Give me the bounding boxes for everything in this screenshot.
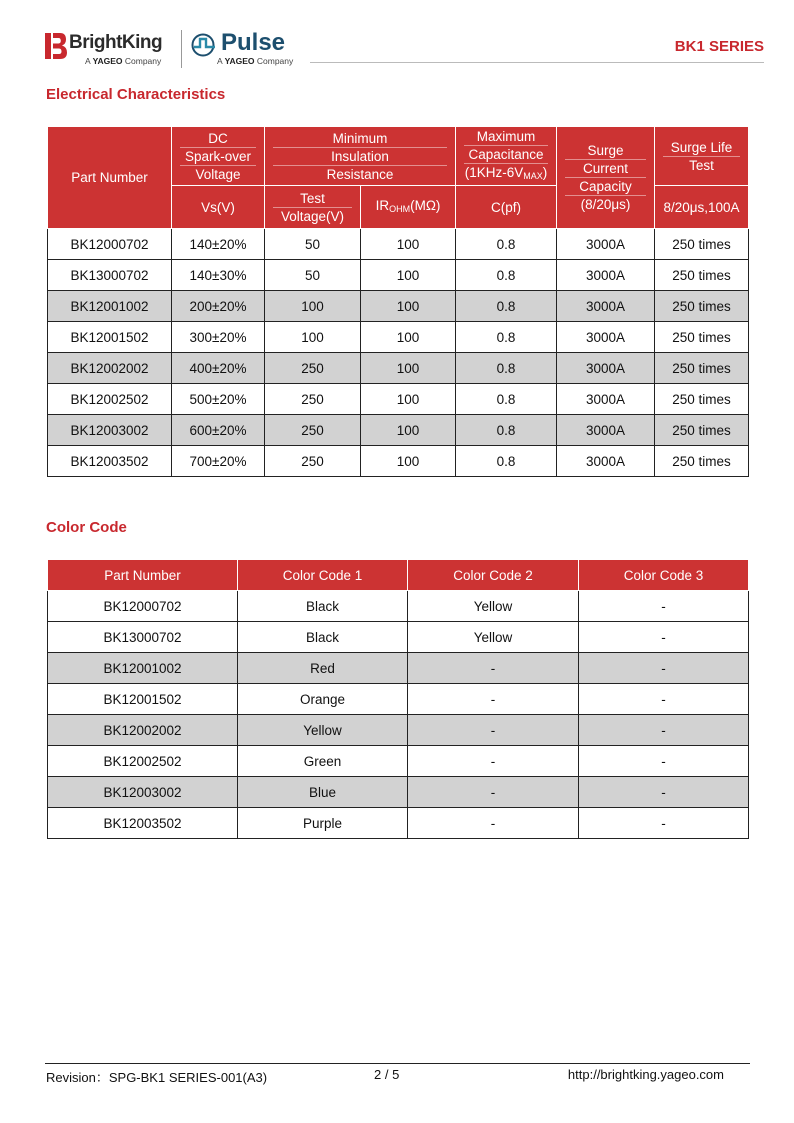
- part-number-cell: BK12001502: [48, 322, 172, 353]
- header-capacitance-pf: C(pf): [456, 186, 557, 229]
- header-test-voltage: Test Voltage(V): [265, 186, 361, 229]
- header-part-number: Part Number: [48, 560, 238, 591]
- test-voltage-cell: 100: [265, 322, 361, 353]
- ir-cell: 100: [361, 229, 456, 260]
- vs-cell: 140±20%: [172, 229, 265, 260]
- vs-cell: 700±20%: [172, 446, 265, 477]
- table-row: [48, 384, 749, 415]
- color-code-1-cell: Green: [238, 746, 408, 777]
- life-cell: 250 times: [655, 415, 749, 446]
- color-code-2-cell: -: [408, 715, 579, 746]
- part-number-cell: BK12003502: [48, 446, 172, 477]
- logo-divider: [181, 30, 182, 68]
- vs-cell: 500±20%: [172, 384, 265, 415]
- color-code-2-cell: Yellow: [408, 591, 579, 622]
- color-code-2-cell: -: [408, 684, 579, 715]
- table-row: [48, 446, 749, 477]
- part-number-cell: BK13000702: [48, 260, 172, 291]
- ir-cell: 100: [361, 384, 456, 415]
- part-number-cell: BK13000702: [48, 622, 238, 653]
- color-code-3-cell: -: [579, 777, 749, 808]
- page-header: [45, 28, 764, 70]
- ir-cell: 100: [361, 415, 456, 446]
- surge-cell: 3000A: [557, 415, 655, 446]
- surge-cell: 3000A: [557, 446, 655, 477]
- surge-cell: 3000A: [557, 353, 655, 384]
- ir-cell: 100: [361, 291, 456, 322]
- color-code-table: [47, 559, 749, 839]
- color-code-3-cell: -: [579, 684, 749, 715]
- life-cell: 250 times: [655, 229, 749, 260]
- capacitance-cell: 0.8: [456, 384, 557, 415]
- color-code-1-cell: Black: [238, 591, 408, 622]
- color-code-3-cell: -: [579, 622, 749, 653]
- table-row: [48, 322, 749, 353]
- vs-cell: 300±20%: [172, 322, 265, 353]
- pulse-mark-icon: [191, 33, 217, 57]
- brightking-wordmark: BrightKing: [69, 32, 163, 53]
- color-code-2-cell: -: [408, 746, 579, 777]
- color-code-1-cell: Blue: [238, 777, 408, 808]
- part-number-cell: BK12002002: [48, 353, 172, 384]
- test-voltage-cell: 250: [265, 446, 361, 477]
- life-cell: 250 times: [655, 384, 749, 415]
- header-ir-ohm: $IR_{OHM}(M\Omega)$: [361, 186, 456, 229]
- life-cell: 250 times: [655, 353, 749, 384]
- ir-cell: 100: [361, 322, 456, 353]
- capacitance-cell: 0.8: [456, 291, 557, 322]
- table-row: [48, 653, 749, 684]
- test-voltage-cell: 250: [265, 353, 361, 384]
- life-cell: 250 times: [655, 260, 749, 291]
- header-color-code-3: Color Code 3: [579, 560, 749, 591]
- website-url: http://brightking.yageo.com: [567, 1067, 724, 1082]
- header-color-code-1: Color Code 1: [238, 560, 408, 591]
- page-footer: [45, 1063, 750, 1085]
- part-number-cell: BK12000702: [48, 229, 172, 260]
- vs-cell: 140±30%: [172, 260, 265, 291]
- pulse-tagline: A YAGEO Company: [217, 56, 294, 66]
- header-minimum-insulation-resistance: Minimum Insulation Resistance: [265, 127, 456, 186]
- header-surge-life-condition: 8/20μs,100A: [655, 186, 749, 229]
- test-voltage-cell: 50: [265, 229, 361, 260]
- color-code-3-cell: -: [579, 715, 749, 746]
- header-surge-current-capacity: Surge Current Capacity (8/20μs): [557, 127, 655, 229]
- surge-cell: 3000A: [557, 322, 655, 353]
- capacitance-cell: 0.8: [456, 415, 557, 446]
- life-cell: 250 times: [655, 291, 749, 322]
- header-color-code-2: Color Code 2: [408, 560, 579, 591]
- brightking-logo: [45, 30, 175, 70]
- capacitance-cell: 0.8: [456, 446, 557, 477]
- table-row: [48, 415, 749, 446]
- electrical-characteristics-title: Electrical Characteristics: [46, 86, 226, 103]
- color-code-title: Color Code: [46, 519, 127, 536]
- header-dc-spark-over-voltage: DC Spark-over Voltage: [172, 127, 265, 186]
- test-voltage-cell: 250: [265, 415, 361, 446]
- color-code-2-cell: -: [408, 777, 579, 808]
- pulse-wordmark: Pulse: [221, 29, 286, 56]
- part-number-cell: BK12000702: [48, 591, 238, 622]
- part-number-cell: BK12003002: [48, 415, 172, 446]
- color-code-1-cell: Black: [238, 622, 408, 653]
- part-number-cell: BK12001002: [48, 291, 172, 322]
- header-part-number: Part Number: [48, 127, 172, 229]
- vs-cell: 200±20%: [172, 291, 265, 322]
- ir-cell: 100: [361, 446, 456, 477]
- table-row: [48, 353, 749, 384]
- header-vs: Vs(V): [172, 186, 265, 229]
- vs-cell: 400±20%: [172, 353, 265, 384]
- color-code-3-cell: -: [579, 591, 749, 622]
- surge-cell: 3000A: [557, 291, 655, 322]
- capacitance-cell: 0.8: [456, 260, 557, 291]
- test-voltage-cell: 100: [265, 291, 361, 322]
- table-row: [48, 229, 749, 260]
- revision-text: Revision：SPG-BK1 SERIES-001(A3): [46, 1070, 268, 1085]
- part-number-cell: BK12003002: [48, 777, 238, 808]
- header-maximum-capacitance: Maximum Capacitance $(1KHz-6V_{MAX})$: [456, 127, 557, 186]
- color-code-1-cell: Purple: [238, 808, 408, 839]
- test-voltage-cell: 250: [265, 384, 361, 415]
- page-number: 2 / 5: [374, 1067, 400, 1082]
- part-number-cell: BK12002502: [48, 746, 238, 777]
- color-code-3-cell: -: [579, 746, 749, 777]
- table-row: [48, 622, 749, 653]
- surge-cell: 3000A: [557, 260, 655, 291]
- brightking-tagline: A YAGEO Company: [85, 56, 162, 66]
- part-number-cell: BK12002002: [48, 715, 238, 746]
- ir-cell: 100: [361, 353, 456, 384]
- capacitance-cell: 0.8: [456, 353, 557, 384]
- color-code-1-cell: Red: [238, 653, 408, 684]
- color-code-1-cell: Orange: [238, 684, 408, 715]
- series-title: BK1 SERIES: [674, 38, 764, 55]
- table-row: [48, 715, 749, 746]
- surge-cell: 3000A: [557, 384, 655, 415]
- ir-cell: 100: [361, 260, 456, 291]
- color-code-2-cell: -: [408, 808, 579, 839]
- table-row: [48, 777, 749, 808]
- pulse-logo: [191, 30, 311, 70]
- color-code-3-cell: -: [579, 653, 749, 684]
- part-number-cell: BK12003502: [48, 808, 238, 839]
- header-rule: [310, 62, 764, 63]
- brightking-mark-icon: [45, 33, 67, 59]
- part-number-cell: BK12002502: [48, 384, 172, 415]
- table-row: [48, 260, 749, 291]
- part-number-cell: BK12001002: [48, 653, 238, 684]
- header-surge-life-test: Surge Life Test: [655, 127, 749, 186]
- color-code-2-cell: -: [408, 653, 579, 684]
- color-code-3-cell: -: [579, 808, 749, 839]
- capacitance-cell: 0.8: [456, 229, 557, 260]
- surge-cell: 3000A: [557, 229, 655, 260]
- life-cell: 250 times: [655, 322, 749, 353]
- test-voltage-cell: 50: [265, 260, 361, 291]
- vs-cell: 600±20%: [172, 415, 265, 446]
- life-cell: 250 times: [655, 446, 749, 477]
- color-code-2-cell: Yellow: [408, 622, 579, 653]
- capacitance-cell: 0.8: [456, 322, 557, 353]
- table-row: [48, 591, 749, 622]
- electrical-characteristics-table: [47, 126, 749, 477]
- part-number-cell: BK12001502: [48, 684, 238, 715]
- table-row: [48, 291, 749, 322]
- table-row: [48, 808, 749, 839]
- table-row: [48, 684, 749, 715]
- table-row: [48, 746, 749, 777]
- color-code-1-cell: Yellow: [238, 715, 408, 746]
